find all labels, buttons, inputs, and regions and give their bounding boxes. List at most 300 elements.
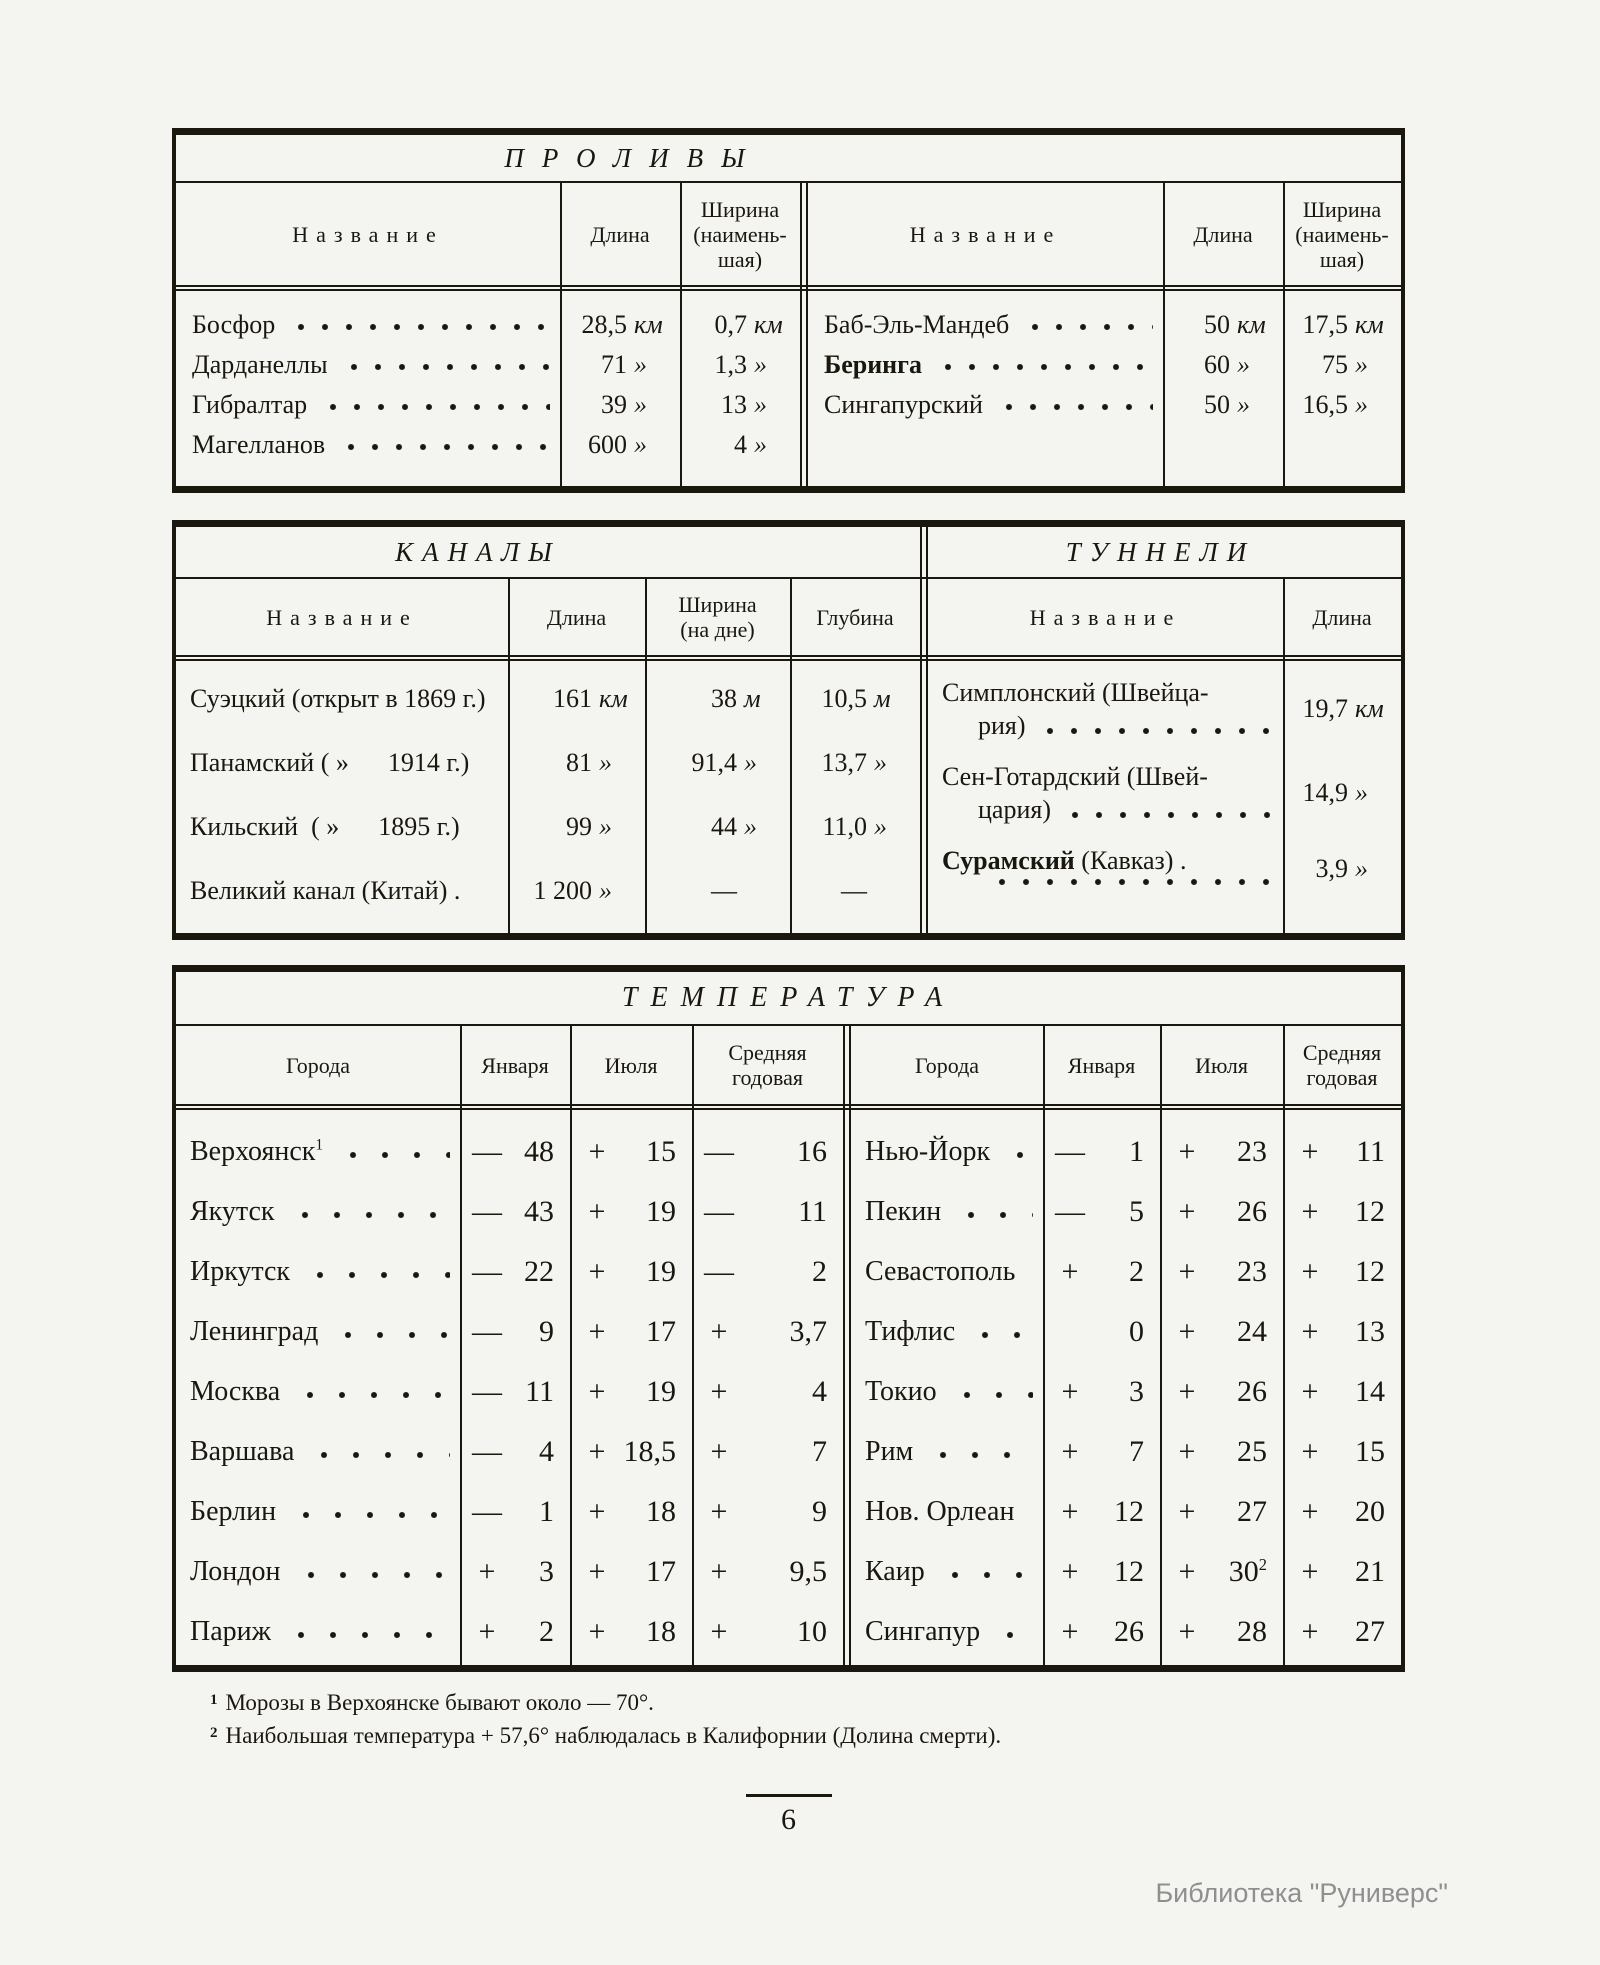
dot-leader bbox=[969, 1330, 1033, 1340]
canal-name: Кильский ( » 1895 г.) bbox=[190, 812, 460, 841]
temp-sign: + bbox=[478, 1555, 496, 1588]
temp-value: 19 bbox=[646, 1255, 676, 1288]
temp-sign: + bbox=[1061, 1435, 1079, 1468]
city-name bbox=[865, 1376, 937, 1408]
straits-left-rows bbox=[176, 305, 800, 465]
tunnel-length-cell bbox=[1283, 778, 1401, 808]
canal-name: Великий канал (Китай) . bbox=[190, 876, 461, 905]
temp-value: 13 bbox=[1355, 1315, 1385, 1348]
temp-value: 3,7 bbox=[789, 1315, 827, 1348]
straits-right-rows bbox=[808, 305, 1401, 465]
city-name bbox=[190, 1376, 280, 1408]
city-name bbox=[865, 1496, 1014, 1528]
footnote-marker: 2 bbox=[210, 1725, 218, 1741]
temperature-row bbox=[176, 1422, 843, 1482]
length-value: 60 bbox=[1204, 350, 1230, 379]
temp-sign: + bbox=[588, 1435, 606, 1468]
temp-value: 17 bbox=[646, 1555, 676, 1588]
header-width-line3: шая) bbox=[717, 246, 763, 272]
strait-name: Баб-Эль-Мандеб bbox=[824, 310, 1010, 339]
city-cell bbox=[851, 1496, 1043, 1528]
straits-title: ПРОЛИВЫ bbox=[504, 142, 763, 173]
temp-sign: + bbox=[1178, 1435, 1196, 1468]
city-name bbox=[190, 1556, 281, 1588]
july-temp-cell bbox=[1160, 1255, 1283, 1289]
header-name: Название bbox=[266, 604, 418, 630]
july-temp-cell bbox=[570, 1495, 692, 1529]
canals-tunnels-title-row bbox=[176, 527, 1401, 579]
strait-width-cell bbox=[1283, 350, 1401, 380]
length-value: 81 bbox=[566, 748, 592, 777]
header-name: Название bbox=[1029, 604, 1182, 630]
header-january: Января bbox=[1067, 1052, 1136, 1078]
temp-sign: + bbox=[1301, 1195, 1319, 1228]
temp-sign: + bbox=[588, 1195, 606, 1228]
january-temp-cell bbox=[1043, 1135, 1160, 1169]
city-name-text: Сингапур bbox=[865, 1616, 981, 1647]
temp-value bbox=[1210, 1255, 1283, 1289]
divider-gap bbox=[920, 667, 928, 923]
temp-sign: + bbox=[1061, 1555, 1079, 1588]
temperature-row bbox=[176, 1602, 843, 1662]
city-name-text: Севастополь bbox=[865, 1256, 1016, 1287]
january-temp-cell bbox=[460, 1375, 570, 1409]
temp-value: 12 bbox=[1114, 1495, 1144, 1528]
temp-sign: + bbox=[1061, 1615, 1079, 1648]
temp-value: 19 bbox=[646, 1375, 676, 1408]
temp-value: 2 bbox=[539, 1615, 554, 1648]
july-temp-cell bbox=[1160, 1615, 1283, 1649]
strait-width-cell bbox=[1283, 390, 1401, 420]
july-temp-cell bbox=[570, 1615, 692, 1649]
dot-leader bbox=[1028, 1510, 1033, 1520]
width-value: 16,5 bbox=[1302, 390, 1348, 419]
temperature-right-rows bbox=[851, 1122, 1401, 1662]
temp-sign: + bbox=[1301, 1495, 1319, 1528]
temperature-row bbox=[176, 1302, 843, 1362]
dot-leader bbox=[1038, 726, 1271, 736]
city-name bbox=[865, 1616, 980, 1648]
temp-value: 16 bbox=[797, 1135, 827, 1168]
dot-leader bbox=[289, 322, 550, 332]
temperature-row bbox=[176, 1122, 843, 1182]
temp-value: 48 bbox=[524, 1135, 554, 1168]
canals-tunnels-grid bbox=[176, 579, 1401, 933]
temp-value: 27 bbox=[1355, 1615, 1385, 1648]
temp-sign: + bbox=[1301, 1255, 1319, 1288]
strait-length-cell bbox=[560, 390, 680, 420]
width-unit: км bbox=[1355, 310, 1384, 339]
canals-tunnels-header-row bbox=[176, 579, 1401, 661]
city-cell bbox=[176, 1256, 460, 1288]
city-name-text: Рим bbox=[865, 1436, 914, 1467]
page-number-block bbox=[746, 1794, 832, 1837]
city-name bbox=[190, 1496, 276, 1528]
length-value: 28,5 bbox=[581, 310, 627, 339]
temp-sign: + bbox=[1178, 1135, 1196, 1168]
avg-temp-cell bbox=[1283, 1375, 1401, 1409]
half-divider bbox=[800, 183, 808, 486]
column-divider bbox=[1163, 183, 1165, 486]
temp-sign: — bbox=[472, 1195, 502, 1228]
dot-leader bbox=[339, 442, 550, 452]
city-name bbox=[865, 1316, 955, 1348]
temp-value-text: 23 bbox=[1237, 1135, 1267, 1168]
temp-value-text: 28 bbox=[1237, 1615, 1267, 1648]
straits-table bbox=[172, 128, 1405, 493]
temp-value-text: 23 bbox=[1237, 1255, 1267, 1288]
city-cell bbox=[851, 1436, 1043, 1468]
dot-leader bbox=[304, 1270, 450, 1280]
january-temp-cell bbox=[1043, 1615, 1160, 1649]
temp-value: 12 bbox=[1355, 1255, 1385, 1288]
header-width bbox=[1283, 197, 1401, 272]
avg-temp-cell bbox=[692, 1375, 843, 1409]
temp-value: 4 bbox=[812, 1375, 827, 1408]
city-name-text: Токио bbox=[865, 1376, 937, 1407]
temp-value: 11 bbox=[1356, 1135, 1385, 1168]
city-cell bbox=[176, 1436, 460, 1468]
temp-sign: + bbox=[1301, 1555, 1319, 1588]
strait-name: Сингапурский bbox=[824, 390, 983, 419]
city-name bbox=[865, 1256, 1015, 1288]
july-temp-cell bbox=[1160, 1555, 1283, 1589]
city-cell bbox=[851, 1256, 1043, 1288]
footnote-ref: 1 bbox=[315, 1136, 324, 1154]
city-cell bbox=[176, 1136, 460, 1168]
temp-sign: — bbox=[472, 1255, 502, 1288]
temp-value: 17 bbox=[646, 1315, 676, 1348]
temp-value: 4 bbox=[539, 1435, 554, 1468]
length-value: 19,7 bbox=[1302, 694, 1348, 723]
city-name bbox=[190, 1436, 294, 1468]
footnote-ref: 2 bbox=[1258, 1555, 1267, 1574]
city-name bbox=[865, 1136, 990, 1168]
strait-width-cell bbox=[1283, 310, 1401, 340]
column-divider bbox=[645, 579, 647, 933]
city-name-text: Берлин bbox=[190, 1496, 277, 1527]
temp-value: 3 bbox=[539, 1555, 554, 1588]
dot-leader bbox=[289, 1210, 451, 1220]
january-temp-cell bbox=[460, 1615, 570, 1649]
tunnel-name-strong: Сурамский bbox=[942, 846, 1075, 875]
temp-sign: + bbox=[1178, 1375, 1196, 1408]
avg-temp-cell bbox=[692, 1195, 843, 1229]
header-width-line2: (наимень- bbox=[693, 221, 787, 247]
length-value: 3,9 bbox=[1315, 853, 1348, 883]
temp-value: 21 bbox=[1355, 1555, 1385, 1588]
temp-value bbox=[1210, 1195, 1283, 1229]
temp-sign: + bbox=[1178, 1555, 1196, 1588]
dot-leader bbox=[955, 1210, 1033, 1220]
temp-sign: + bbox=[1178, 1615, 1196, 1648]
half-divider bbox=[843, 1026, 851, 1665]
strait-length-cell bbox=[1163, 390, 1283, 420]
temperature-body bbox=[176, 1110, 1401, 1662]
tunnel-length-cell bbox=[1283, 694, 1401, 724]
header-avg-line2: годовая bbox=[1306, 1065, 1378, 1090]
strait-width-cell bbox=[680, 350, 800, 380]
footnote bbox=[210, 1721, 1405, 1754]
depth-value: 13,7 bbox=[821, 748, 867, 777]
temperature-grid bbox=[176, 1026, 1401, 1665]
dot-leader bbox=[1004, 1150, 1033, 1160]
avg-temp-cell bbox=[1283, 1195, 1401, 1229]
avg-temp-cell bbox=[692, 1435, 843, 1469]
temp-value: 7 bbox=[1129, 1435, 1144, 1468]
avg-temp-cell bbox=[1283, 1615, 1401, 1649]
width-unit: » bbox=[1355, 350, 1368, 379]
canal-length-cell bbox=[508, 876, 645, 906]
temp-sign: + bbox=[1178, 1195, 1196, 1228]
july-temp-cell bbox=[570, 1555, 692, 1589]
canal-depth-cell bbox=[790, 812, 920, 842]
temperature-row bbox=[851, 1242, 1401, 1302]
footnote-text: Морозы в Верхоянске бывают около — 70°. bbox=[225, 1690, 654, 1715]
temp-sign: + bbox=[588, 1315, 606, 1348]
dot-leader bbox=[994, 1630, 1033, 1640]
tunnel-name-text: (Кавказ) . bbox=[1074, 846, 1187, 875]
temp-sign: + bbox=[1301, 1375, 1319, 1408]
temperature-left-rows bbox=[176, 1122, 843, 1662]
column-divider bbox=[680, 183, 682, 486]
dot-leader bbox=[1029, 1270, 1033, 1280]
temp-value bbox=[1210, 1615, 1283, 1649]
city-name bbox=[865, 1556, 925, 1588]
temp-sign: + bbox=[478, 1615, 496, 1648]
city-name-text: Якутск bbox=[190, 1196, 275, 1227]
tunnel-row bbox=[928, 667, 1401, 751]
length-unit: » bbox=[599, 812, 612, 841]
strait-row bbox=[176, 425, 800, 465]
city-cell bbox=[851, 1316, 1043, 1348]
city-name bbox=[190, 1136, 323, 1168]
width-value: 91,4 bbox=[691, 748, 737, 777]
temp-sign: — bbox=[472, 1375, 502, 1408]
canal-depth-cell bbox=[790, 684, 920, 714]
length-unit: » bbox=[1237, 350, 1250, 379]
width-value: 38 bbox=[711, 684, 737, 713]
july-temp-cell bbox=[570, 1435, 692, 1469]
column-divider bbox=[1160, 1026, 1162, 1665]
tunnel-name bbox=[928, 844, 1283, 893]
width-unit: » bbox=[754, 430, 767, 459]
width-value: 0,7 bbox=[714, 310, 747, 339]
temp-value: 9,5 bbox=[789, 1555, 827, 1588]
dot-leader bbox=[1023, 322, 1153, 332]
column-divider bbox=[570, 1026, 572, 1665]
january-temp-cell bbox=[1043, 1375, 1160, 1409]
city-name bbox=[190, 1616, 271, 1648]
strait-row bbox=[808, 305, 1401, 345]
july-temp-cell bbox=[1160, 1435, 1283, 1469]
header-avg bbox=[1283, 1040, 1401, 1090]
header-avg-line2: годовая bbox=[731, 1065, 804, 1090]
canal-row bbox=[176, 795, 920, 859]
width-unit: » bbox=[744, 812, 757, 841]
page-number: 6 bbox=[781, 1803, 796, 1836]
length-unit: » bbox=[634, 350, 647, 379]
dot-leader bbox=[294, 1390, 450, 1400]
header-width-line2: (на дне) bbox=[680, 617, 755, 642]
city-name-text: Тифлис bbox=[865, 1316, 956, 1347]
canal-row bbox=[176, 731, 920, 795]
dot-leader bbox=[321, 402, 550, 412]
strait-width-cell bbox=[680, 390, 800, 420]
city-cell bbox=[851, 1556, 1043, 1588]
temp-sign: + bbox=[588, 1135, 606, 1168]
july-temp-cell bbox=[570, 1375, 692, 1409]
dot-leader bbox=[936, 362, 1153, 372]
temp-sign: + bbox=[588, 1615, 606, 1648]
avg-temp-cell bbox=[1283, 1555, 1401, 1589]
temp-value bbox=[1210, 1435, 1283, 1469]
column-divider bbox=[790, 579, 792, 933]
canal-rows bbox=[176, 667, 920, 923]
temp-value: 0 bbox=[1129, 1315, 1144, 1348]
straits-body bbox=[176, 291, 1401, 465]
july-temp-cell bbox=[1160, 1315, 1283, 1349]
strait-name: Беринга bbox=[824, 350, 922, 379]
january-temp-cell bbox=[460, 1555, 570, 1589]
tunnel-name-line1 bbox=[942, 844, 1283, 877]
canal-length-cell bbox=[508, 812, 645, 842]
temp-value-text: 24 bbox=[1237, 1315, 1267, 1348]
column-divider bbox=[1283, 183, 1285, 486]
temp-sign: + bbox=[588, 1495, 606, 1528]
strait-name: Дарданеллы bbox=[192, 350, 328, 379]
canal-width-cell bbox=[645, 812, 790, 842]
tunnels-title: ТУННЕЛИ bbox=[1065, 536, 1256, 567]
dot-leader bbox=[939, 1570, 1033, 1580]
temp-sign: + bbox=[1301, 1615, 1319, 1648]
temperature-row bbox=[851, 1422, 1401, 1482]
header-avg-line1: Средняя bbox=[728, 1040, 807, 1065]
july-temp-cell bbox=[570, 1315, 692, 1349]
temp-sign: + bbox=[710, 1495, 728, 1528]
temperature-row bbox=[851, 1362, 1401, 1422]
temp-sign: + bbox=[588, 1555, 606, 1588]
length-value: 50 bbox=[1204, 390, 1230, 419]
temperature-row bbox=[851, 1542, 1401, 1602]
temperature-table bbox=[172, 965, 1405, 1672]
temp-sign: — bbox=[704, 1195, 734, 1228]
header-july: Июля bbox=[604, 1052, 658, 1078]
canal-length-cell bbox=[508, 684, 645, 714]
canal-name: Панамский ( » 1914 г.) bbox=[190, 748, 470, 777]
avg-temp-cell bbox=[692, 1315, 843, 1349]
length-unit: » bbox=[1355, 853, 1368, 883]
avg-temp-cell bbox=[692, 1255, 843, 1289]
temp-sign: — bbox=[1055, 1135, 1085, 1168]
temp-value: 15 bbox=[646, 1135, 676, 1168]
header-width-line3: шая) bbox=[1319, 246, 1365, 272]
header-january: Января bbox=[481, 1052, 549, 1078]
width-unit: » bbox=[744, 748, 757, 777]
city-name-text: Лондон bbox=[190, 1556, 281, 1587]
tunnel-name bbox=[928, 676, 1283, 742]
length-value: 99 bbox=[566, 812, 592, 841]
tunnel-rows bbox=[928, 667, 1401, 923]
column-divider bbox=[508, 579, 510, 933]
strait-name: Гибралтар bbox=[192, 390, 308, 419]
dot-leader bbox=[337, 1150, 450, 1160]
temp-value: 14 bbox=[1355, 1375, 1385, 1408]
temp-value: 19 bbox=[646, 1195, 676, 1228]
city-name-text: Нью-Йорк bbox=[865, 1136, 991, 1167]
temperature-header-row bbox=[176, 1026, 1401, 1110]
january-temp-cell bbox=[1043, 1315, 1160, 1349]
temp-sign: + bbox=[1178, 1255, 1196, 1288]
canals-tunnels-table bbox=[172, 520, 1405, 940]
temp-value: 18 bbox=[646, 1615, 676, 1648]
column-divider bbox=[560, 183, 562, 486]
tunnel-name-text: Сен-Готардский (Швей- bbox=[942, 762, 1208, 791]
tunnel-name-cont: цария) bbox=[978, 795, 1051, 824]
temp-sign: + bbox=[1301, 1135, 1319, 1168]
temp-sign: — bbox=[472, 1495, 502, 1528]
width-value: 44 bbox=[711, 812, 737, 841]
january-temp-cell bbox=[460, 1195, 570, 1229]
avg-temp-cell bbox=[1283, 1315, 1401, 1349]
avg-temp-cell bbox=[1283, 1495, 1401, 1529]
length-unit: » bbox=[1355, 778, 1368, 807]
city-name-text: Москва bbox=[190, 1376, 281, 1407]
depth-value: 11,0 bbox=[822, 812, 867, 841]
city-name-text: Варшава bbox=[190, 1436, 295, 1467]
temp-sign: + bbox=[710, 1615, 728, 1648]
depth-unit: м bbox=[874, 684, 891, 713]
city-name bbox=[865, 1436, 913, 1468]
dot-leader bbox=[308, 1450, 450, 1460]
temp-value bbox=[1210, 1375, 1283, 1409]
city-name bbox=[865, 1196, 941, 1228]
january-temp-cell bbox=[1043, 1495, 1160, 1529]
width-value: — bbox=[711, 876, 737, 905]
tunnel-row bbox=[928, 835, 1401, 902]
strait-name-cell bbox=[176, 310, 560, 340]
city-name bbox=[190, 1316, 318, 1348]
width-unit: » bbox=[754, 390, 767, 419]
strait-name-cell bbox=[176, 350, 560, 380]
column-divider bbox=[1283, 579, 1285, 933]
header-length: Длина bbox=[1312, 604, 1372, 630]
temperature-row bbox=[176, 1182, 843, 1242]
header-july: Июля bbox=[1195, 1052, 1248, 1078]
july-temp-cell bbox=[1160, 1375, 1283, 1409]
tunnel-name bbox=[928, 760, 1283, 826]
city-name-text: Верхоянск bbox=[190, 1136, 316, 1167]
length-value: 71 bbox=[601, 350, 627, 379]
header-width-line1: Ширина bbox=[1302, 196, 1382, 222]
width-value: 4 bbox=[734, 430, 747, 459]
canals-title: КАНАЛЫ bbox=[395, 536, 561, 567]
dot-leader bbox=[342, 362, 550, 372]
canal-depth-cell bbox=[790, 748, 920, 778]
strait-width-cell bbox=[680, 310, 800, 340]
length-value: 14,9 bbox=[1302, 778, 1348, 807]
strait-row bbox=[808, 345, 1401, 385]
temp-value: 10 bbox=[797, 1615, 827, 1648]
header-cities: Города bbox=[914, 1052, 980, 1078]
dot-leader bbox=[332, 1330, 450, 1340]
temp-sign: + bbox=[1061, 1495, 1079, 1528]
temp-sign: — bbox=[704, 1135, 734, 1168]
temperature-row bbox=[176, 1482, 843, 1542]
july-temp-cell bbox=[1160, 1195, 1283, 1229]
strait-name-cell bbox=[808, 310, 1163, 340]
tunnel-name-line1 bbox=[942, 760, 1283, 793]
